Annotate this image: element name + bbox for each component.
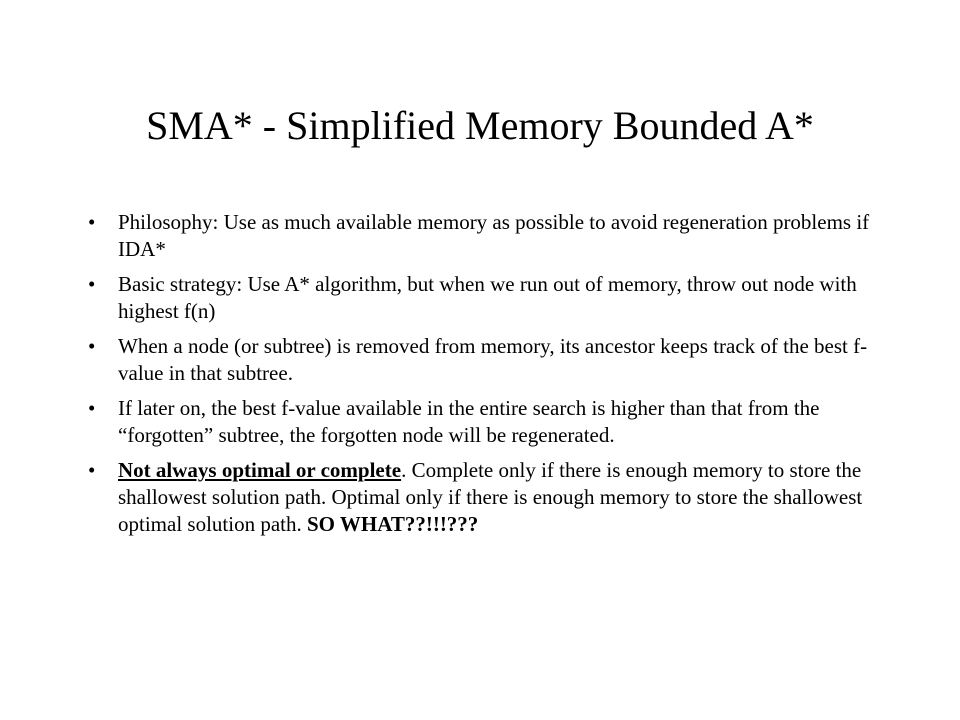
bullet-text: When a node (or subtree) is removed from memory, its ancestor keeps track of the best f-value in that subtree. [118, 334, 868, 385]
bullet-item-optimality [88, 457, 878, 538]
bullet-item-philosophy [88, 209, 878, 263]
bullet-item-node-removal [88, 333, 878, 387]
bullet-icon: • [88, 334, 96, 358]
slide-title: SMA* - Simplified Memory Bounded A* [146, 103, 814, 148]
bullet-closing: SO WHAT??!!!??? [307, 512, 479, 536]
bullet-icon: • [88, 458, 96, 482]
bullet-text: Basic strategy: Use A* algorithm, but when we run out of memory, throw out node with highest f(n) [118, 272, 857, 323]
bullet-list [88, 209, 878, 546]
bullet-item-basic-strategy [88, 271, 878, 325]
bullet-text: . Complete only if there is enough memory to store the shallowest solution path. Optimal only if there is enough memory to store the shallowest optimal solution path. [118, 458, 863, 536]
bullet-emphasis: Not always optimal or complete [118, 458, 402, 482]
bullet-icon: • [88, 396, 96, 420]
bullet-text: If later on, the best f-value available in the entire search is higher than that from the “forgotten” subtree, the forgotten node will be regenerated. [118, 396, 820, 447]
bullet-icon: • [88, 210, 96, 234]
bullet-text: Philosophy: Use as much available memory as possible to avoid regeneration problems if IDA* [118, 210, 870, 261]
bullet-item-regeneration [88, 395, 878, 449]
bullet-icon: • [88, 272, 96, 296]
